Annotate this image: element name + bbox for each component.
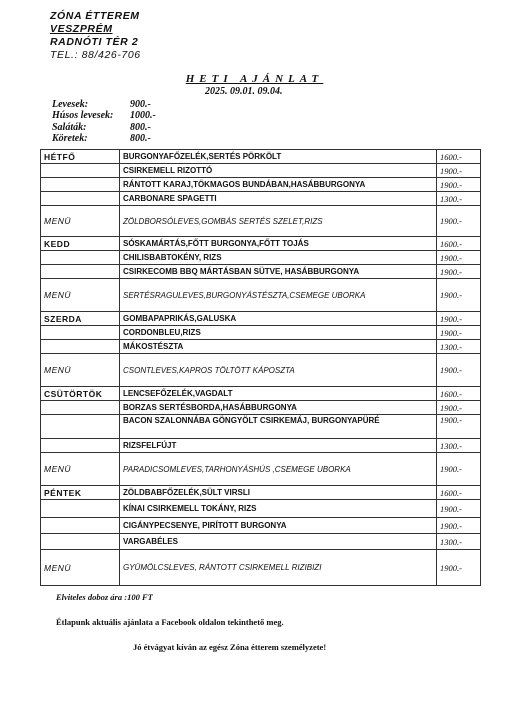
dish-price: 1900.- xyxy=(437,326,481,340)
takeaway-box-price: Elviteles doboz ára :100 FT xyxy=(56,592,153,602)
price-label: Köretek: xyxy=(52,133,88,145)
day-name: SZERDA xyxy=(41,312,120,326)
dish-name: CSIRKEMELL RIZOTTÓ xyxy=(120,164,437,178)
dish-name: ZÖLDBABFŐZELÉK,SÜLT VIRSLI xyxy=(120,486,437,500)
price-row-sides xyxy=(52,133,151,145)
day-cell-empty xyxy=(41,534,120,550)
price-list xyxy=(52,99,156,145)
restaurant-name: ZÓNA ÉTTEREM xyxy=(50,10,140,22)
dish-name: GOMBAPAPRIKÁS,GALUSKA xyxy=(120,312,437,326)
table-row xyxy=(41,164,481,178)
price-value: 900.- xyxy=(130,99,151,110)
menu-price: 1900.- xyxy=(437,453,481,486)
dish-price: 1900.- xyxy=(437,164,481,178)
dish-name: CORDONBLEU,RIZS xyxy=(120,326,437,340)
dish-name: SÓSKAMÁRTÁS,FŐTT BURGONYA,FŐTT TOJÁS xyxy=(120,237,437,251)
dish-name: RIZSFELFÚJT xyxy=(120,439,437,453)
day-cell-empty xyxy=(41,265,120,279)
menu-row xyxy=(41,453,481,486)
dish-price: 1300.- xyxy=(437,340,481,354)
dish-price: 1600.- xyxy=(437,486,481,500)
dish-price: 1900.- xyxy=(437,415,481,439)
dish-price: 1300.- xyxy=(437,439,481,453)
day-name: KEDD xyxy=(41,237,120,251)
menu-dish: ZÖLDBORSÓLEVES,GOMBÁS SERTÉS SZELET,RIZS xyxy=(120,206,437,237)
menu-row xyxy=(41,354,481,387)
weekly-menu-table xyxy=(40,149,481,586)
table-row xyxy=(41,518,481,534)
table-row xyxy=(41,178,481,192)
dish-price: 1900.- xyxy=(437,178,481,192)
day-cell-empty xyxy=(41,326,120,340)
day-cell-empty xyxy=(41,439,120,453)
menu-dish: GYÜMÖLCSLEVES, RÁNTOTT CSIRKEMELL RIZIBIZI xyxy=(120,550,437,586)
dish-name: CHILISBABTOKÉNY, RIZS xyxy=(120,251,437,265)
menu-price: 1900.- xyxy=(437,206,481,237)
page-title: HETI AJÁNLAT xyxy=(185,73,324,85)
price-value: 1000.- xyxy=(130,110,156,122)
day-cell-empty xyxy=(41,340,120,354)
facebook-note: Étlapunk aktuális ajánlata a Facebook oldalon tekinthető meg. xyxy=(56,617,284,627)
restaurant-city: VESZPRÉM xyxy=(50,23,113,35)
menu-dish: PARADICSOMLEVES,TARHONYÁSHÚS ,CSEMEGE UBORKA xyxy=(120,453,437,486)
dish-name: BACON SZALONNÁBA GÖNGYÖLT CSIRKEMÁJ, BURGONYAPÜRÉ xyxy=(120,415,437,439)
table-row xyxy=(41,534,481,550)
price-label: Saláták: xyxy=(52,121,87,133)
dish-price: 1900.- xyxy=(437,251,481,265)
price-value: 800.- xyxy=(130,121,151,133)
day-cell-empty xyxy=(41,251,120,265)
dish-name: RÁNTOTT KARAJ,TÖKMAGOS BUNDÁBAN,HASÁBBURGONYA xyxy=(120,178,437,192)
table-row xyxy=(41,326,481,340)
dish-price: 1900.- xyxy=(437,312,481,326)
menu-row xyxy=(41,550,481,586)
day-cell-empty xyxy=(41,518,120,534)
week-period: 2025. 09.01. 09.04. xyxy=(205,86,283,97)
table-row xyxy=(41,486,481,500)
menu-price: 1900.- xyxy=(437,279,481,312)
dish-price: 1900.- xyxy=(437,518,481,534)
table-row xyxy=(41,401,481,415)
price-label: Levesek: xyxy=(52,99,89,110)
menu-row xyxy=(41,206,481,237)
dish-price: 1300.- xyxy=(437,534,481,550)
day-cell-empty xyxy=(41,500,120,518)
table-row xyxy=(41,387,481,401)
menu-label: MENÜ xyxy=(41,279,120,312)
table-row xyxy=(41,340,481,354)
day-cell-empty xyxy=(41,192,120,206)
dish-name: LENCSEFŐZELÉK,VAGDALT xyxy=(120,387,437,401)
menu-label: MENÜ xyxy=(41,550,120,586)
day-cell-empty xyxy=(41,164,120,178)
price-row-salads xyxy=(52,121,151,133)
price-label: Húsos levesek: xyxy=(52,110,114,122)
menu-label: MENÜ xyxy=(41,354,120,387)
dish-name: CIGÁNYPECSENYE, PIRÍTOTT BURGONYA xyxy=(120,518,437,534)
menu-price: 1900.- xyxy=(437,550,481,586)
restaurant-phone: TEL.: 88/426-706 xyxy=(50,49,141,61)
menu-label: MENÜ xyxy=(41,453,120,486)
dish-name: BURGONYAFŐZELÉK,SERTÉS PÖRKÖLT xyxy=(120,150,437,164)
dish-price: 1600.- xyxy=(437,237,481,251)
table-row xyxy=(41,439,481,453)
menu-row xyxy=(41,279,481,312)
day-cell-empty xyxy=(41,178,120,192)
table-row xyxy=(41,192,481,206)
table-row xyxy=(41,265,481,279)
day-name: PÉNTEK xyxy=(41,486,120,500)
table-row xyxy=(41,312,481,326)
table-row xyxy=(41,500,481,518)
dish-price: 1900.- xyxy=(437,500,481,518)
price-value: 800.- xyxy=(130,133,151,145)
dish-price: 1600.- xyxy=(437,150,481,164)
restaurant-header xyxy=(50,10,141,62)
dish-price: 1900.- xyxy=(437,401,481,415)
dish-price: 1600.- xyxy=(437,387,481,401)
closing-greeting: Jó étvágyat kíván az egész Zóna étterem személyzete! xyxy=(133,642,327,652)
table-row xyxy=(41,150,481,164)
dish-price: 1300.- xyxy=(437,192,481,206)
day-name: HÉTFŐ xyxy=(41,150,120,164)
table-row xyxy=(41,251,481,265)
day-cell-empty xyxy=(41,401,120,415)
menu-dish: CSONTLEVES,KAPROS TÖLTÖTT KÁPOSZTA xyxy=(120,354,437,387)
menu-label: MENÜ xyxy=(41,206,120,237)
dish-name: CSIRKECOMB BBQ MÁRTÁSBAN SÜTVE, HASÁBBURGONYA xyxy=(120,265,437,279)
menu-dish: SERTÉSRAGULEVES,BURGONYÁSTÉSZTA,CSEMEGE UBORKA xyxy=(120,279,437,312)
dish-name: MÁKOSTÉSZTA xyxy=(120,340,437,354)
day-name: CSÜTÖRTÖK xyxy=(41,387,120,401)
table-row xyxy=(41,415,481,439)
dish-name: KÍNAI CSIRKEMELL TOKÁNY, RIZS xyxy=(120,500,437,518)
menu-price: 1900.- xyxy=(437,354,481,387)
price-row-soups xyxy=(52,99,151,110)
restaurant-address: RADNÓTI TÉR 2 xyxy=(50,36,139,48)
dish-name: CARBONARE SPAGETTI xyxy=(120,192,437,206)
dish-name: BORZAS SERTÉSBORDA,HASÁBBURGONYA xyxy=(120,401,437,415)
dish-price: 1900.- xyxy=(437,265,481,279)
price-row-meat-soups xyxy=(52,110,156,122)
day-cell-empty xyxy=(41,415,120,439)
dish-name: VARGABÉLES xyxy=(120,534,437,550)
table-row xyxy=(41,237,481,251)
